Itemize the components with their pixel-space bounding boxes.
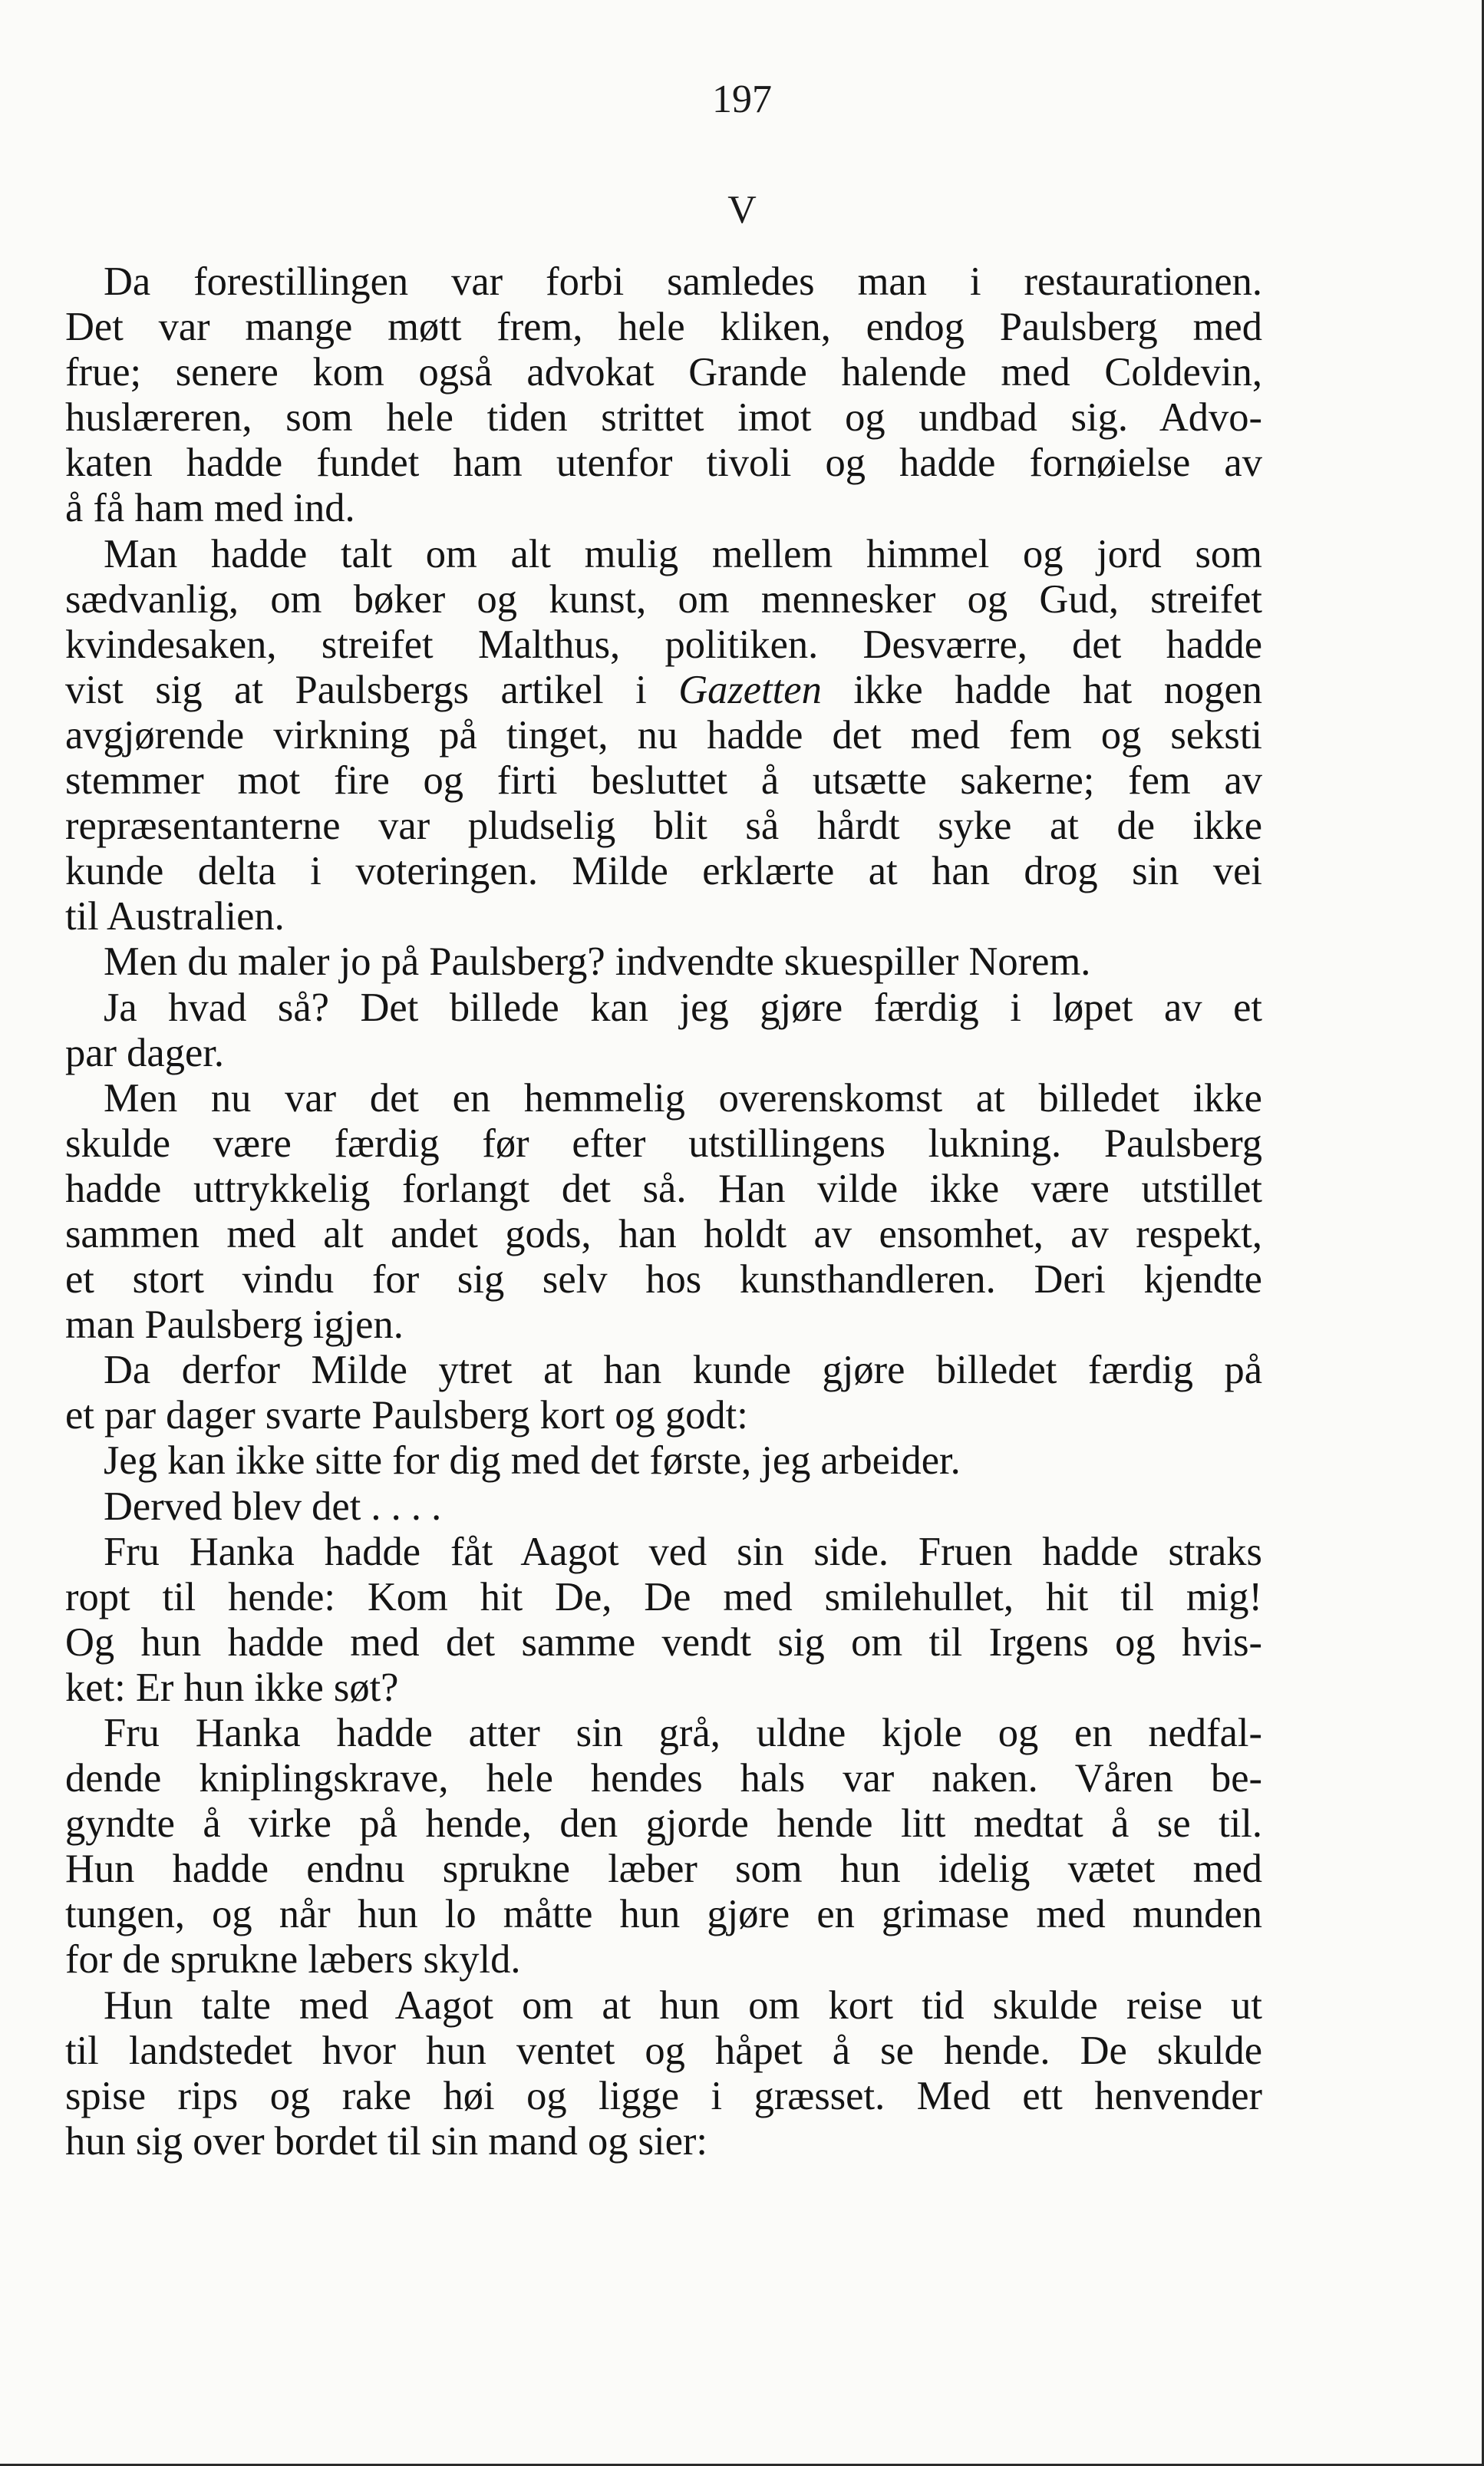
text-line: Hun talte med Aagot om at hun om kort tid skulde reise ut (104, 1982, 1262, 2028)
text-line: spise rips og rake høi og ligge i græsset. Med ett henvender (65, 2073, 1262, 2118)
text-line: stemmer mot fire og firti besluttet å utsætte sakerne; fem av (65, 758, 1262, 804)
text-line: sædvanlig, om bøker og kunst, om mennesker og Gud, streifet (65, 576, 1262, 622)
body-text (65, 259, 1262, 2164)
text-line-with-italic (65, 668, 1262, 713)
paragraph (65, 1348, 1262, 1438)
text-line: Men du maler jo på Paulsberg? indvendte skuespiller Norem. (104, 939, 1091, 985)
text-line: man Paulsberg igjen. (65, 1302, 404, 1348)
paragraph (65, 1711, 1262, 1983)
paragraph (65, 259, 1262, 532)
text-line: huslæreren, som hele tiden strittet imot og undbad sig. Advo- (65, 395, 1262, 441)
text-line: Men nu var det en hemmelig overenskomst at billedet ikke (104, 1075, 1262, 1121)
text-line: hun sig over bordet til sin mand og sier: (65, 2118, 707, 2164)
text-line: Det var mange møtt frem, hele kliken, endog Paulsberg med (65, 305, 1262, 350)
text-line: tungen, og når hun lo måtte hun gjøre en grimase med munden (65, 1892, 1262, 1937)
text-line: et par dager svarte Paulsberg kort og godt: (65, 1393, 748, 1438)
text-line: gyndte å virke på hende, den gjorde hende litt medtat å se til. (65, 1801, 1262, 1847)
paragraph (65, 532, 1262, 940)
text-line: Fru Hanka hadde atter sin grå, uldne kjole og en nedfal- (104, 1711, 1262, 1755)
text-line: til Australien. (65, 894, 285, 939)
text-line: kvindesaken, streifet Malthus, politiken. Desværre, det hadde (65, 622, 1262, 667)
text-line: kunde delta i voteringen. Milde erklærte at han drog sin vei (65, 849, 1262, 894)
paragraph (65, 939, 1262, 985)
text-line: Og hun hadde med det samme vendt sig om til Irgens og hvis- (65, 1619, 1262, 1665)
text-line: Derved blev det . . . . (104, 1484, 442, 1529)
text-line: skulde være færdig før efter utstillingens lukning. Paulsberg (65, 1121, 1262, 1166)
text-line: Da forestillingen var forbi samledes man i restaurationen. (104, 259, 1262, 304)
paragraph (65, 1438, 1262, 1484)
text-line: par dager. (65, 1030, 224, 1075)
text-line: Ja hvad så? Det billede kan jeg gjøre færdig i løpet av et (104, 985, 1262, 1030)
text-line: hadde uttrykkelig forlangt det så. Han vilde ikke være utstillet (65, 1166, 1262, 1211)
text-line: et stort vindu for sig selv hos kunsthandleren. Deri kjendte (65, 1257, 1262, 1302)
paragraph (65, 1530, 1262, 1711)
text-line: repræsentanterne var pludselig blit så hårdt syke at de ikke (65, 804, 1262, 849)
paragraph (65, 1076, 1262, 1349)
text-line: katen hadde fundet ham utenfor tivoli og hadde fornøielse av (65, 441, 1262, 486)
text-line: Fru Hanka hadde fåt Aagot ved sin side. Fruen hadde straks (104, 1529, 1262, 1574)
text-line: dende kniplingskrave, hele hendes hals var naken. Våren be- (65, 1756, 1262, 1801)
text-line: avgjørende virkning på tinget, nu hadde det med fem og seksti (65, 712, 1262, 758)
text-segment: vist sig at Paulsbergs artikel i (65, 667, 679, 712)
text-line: Man hadde talt om alt mulig mellem himmel og jord som (104, 531, 1262, 576)
text-line: for de sprukne læbers skyld. (65, 1937, 521, 1982)
paragraph (65, 985, 1262, 1076)
text-line: Jeg kan ikke sitte for dig med det første, jeg arbeider. (104, 1438, 961, 1484)
chapter-heading: V (727, 188, 757, 232)
text-line: å få ham med ind. (65, 486, 355, 531)
text-line: ket: Er hun ikke søt? (65, 1665, 399, 1710)
page-number: 197 (712, 78, 772, 121)
text-line: til landstedet hvor hun ventet og håpet å se hende. De skulde (65, 2028, 1262, 2073)
paragraph (65, 1983, 1262, 2164)
text-line: Hun hadde endnu sprukne læber som hun idelig vætet med (65, 1847, 1262, 1892)
text-line: Da derfor Milde ytret at han kunde gjøre billedet færdig på (104, 1348, 1262, 1393)
text-line: sammen med alt andet gods, han holdt av ensomhet, av respekt, (65, 1211, 1262, 1256)
text-line: frue; senere kom også advokat Grande halende med Coldevin, (65, 350, 1262, 395)
paragraph (65, 1484, 1262, 1530)
italic-title: Gazetten (678, 667, 822, 712)
text-segment: ikke hadde hat nogen (821, 667, 1262, 712)
text-line: ropt til hende: Kom hit De, De med smilehullet, hit til mig! (65, 1574, 1262, 1619)
